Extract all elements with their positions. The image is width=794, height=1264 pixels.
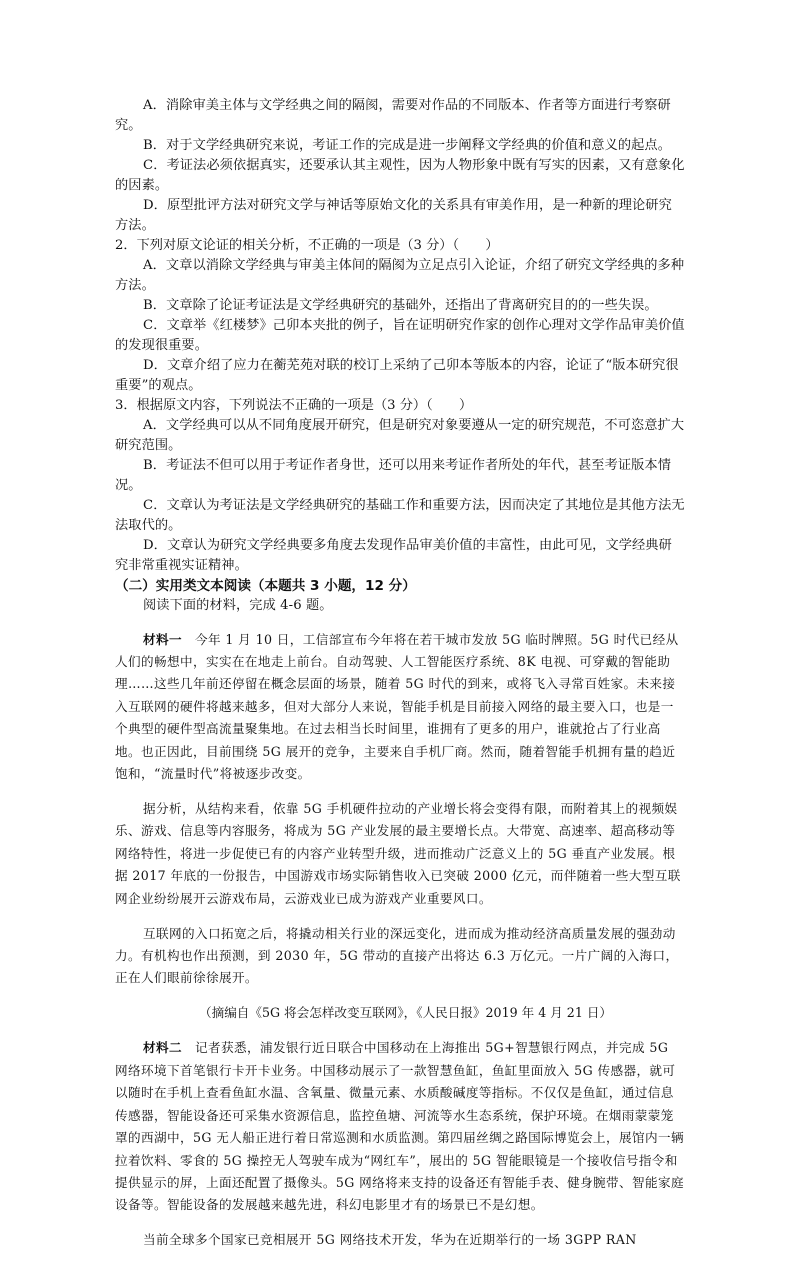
section2-instruction: 阅读下面的材料，完成 4-6 题。 [143,598,333,613]
q1-option-a: A．消除审美主体与文学经典之间的隔阂，需要对作品的不同版本、作者等方面进行考察研究。 [115,98,671,133]
q2-option-d: D．文章介绍了应力在蘅芜苑对联的校订上采纳了己卯本等版本的内容，论证了“版本研究很重要”的观点。 [115,358,679,393]
material2-p1-text: 记者获悉，浦发银行近日联合中国移动在上海推出 5G+智慧银行网点，并完成 5G 网络环境下首笔银行卡开卡业务。中国移动展示了一款智慧鱼缸，鱼缸里面放入 5G 传感器，就可以随时在手机上查看鱼缸水温、含氧量、微量元素、水质酸碱度等指标。不仅仅是鱼缸，通过信息传感器，智能设备还可采集水资源信息，监控鱼塘、河流等水生态系统，保护环境。在烟雨蒙蒙笼罩的西湖中，5G 无人船正进行着日常巡测和水质监测。第四届丝绸之路国际博览会上，展馆内一辆拉着饮料、零食的 5G 操控无人驾驶车成为“网红车”，展出的 5G 智能眼镜是一个接收信号指令和提供显示的屏，上面还配置了摄像头。5G 网络将来支持的设备还有智能手表、健身腕带、智能家庭设备等。智能设备的发展越来越先进，科幻电影里才有的场景已不是幻想。 [115,1040,685,1213]
material2-paragraph-2: 当前全球多个国家已竞相展开 5G 网络技术开发，华为在近期举行的一场 3GPP RAN [143,1232,637,1248]
material1-label: 材料一 [143,631,182,647]
section2-heading: （二）实用类文本阅读（本题共 3 小题，12 分） [115,578,416,594]
q2-option-c: C．文章举《红楼梦》己卯本夹批的例子，旨在证明研究作家的创作心理对文学作品审美价值的发现很重要。 [115,318,685,353]
material1-paragraph-2: 据分析，从结构来看，依靠 5G 手机硬件拉动的产业增长将会变得有限，而附着其上的视频娱乐、游戏、信息等内容服务，将成为 5G 产业发展的最主要增长点。大带宽、高速率、超高移动等网络特性，将进一步促使已有的内容产业转型升级，进而推动广泛意义上的 5G 垂直产业发展。根据 2017 年底的一份报告，中国游戏市场实际销售收入已突破 2000 亿元，而伴随着一些大型互联网企业纷纷展开云游戏布局，云游戏业已成为游戏产业重要风口。 [115,801,681,906]
q3-option-a: A．文学经典可以从不同角度展开研究，但是研究对象要遵从一定的研究规范，不可恣意扩大研究范围。 [115,418,685,453]
material2-label: 材料二 [143,1040,182,1056]
q1-option-b: B．对于文学经典研究来说，考证工作的完成是进一步阐释文学经典的价值和意义的起点。 [143,138,671,153]
q2-option-b: B．文章除了论证考证法是文学经典研究的基础外，还指出了背离研究目的的一些失误。 [143,298,658,313]
section1-q1-options [115,96,685,1264]
q2-stem: 2．下列对原文论证的相关分析，不正确的一项是（3 分）（ ） [115,238,499,253]
q1-option-c: C．考证法必须依据真实，还要承认其主观性，因为人物形象中既有写实的因素，又有意象化的因素。 [115,158,685,193]
q3-stem: 3．根据原文内容，下列说法不正确的一项是（3 分）（ ） [115,398,473,413]
q3-option-c: C．文章认为考证法是文学经典研究的基础工作和重要方法，因而决定了其地位是其他方法无法取代的。 [115,498,685,533]
material2-paragraph-1 [115,1037,685,1216]
material1-paragraph-1 [115,629,685,786]
material1-source: （摘编自《5G 将会怎样改变互联网》，《人民日报》2019 年 4 月 21 日） [199,1005,613,1021]
q3-option-d: D．文章认为研究文学经典要多角度去发现作品审美价值的丰富性，由此可见，文学经典研究非常重视实证精神。 [115,538,672,573]
q3-option-b: B．考证法不但可以用于考证作者身世，还可以用来考证作者所处的年代，甚至考证版本情况。 [115,458,671,493]
material1-p1-text: 今年 1 月 10 日，工信部宣布今年将在若干城市发放 5G 临时牌照。5G 时代已经从人们的畅想中，实实在在地走上前台。自动驾驶、人工智能医疗系统、8K 电视、可穿戴的智能助理……这些几年前还停留在概念层面的场景，随着 5G 时代的到来，或将飞入寻常百姓家。未来接入互联网的硬件将越来越多，但对大部分人来说，智能手机是目前接入网络的最主要入口，也是一个典型的硬件型高流量聚集地。在过去相当长时间里，谁拥有了更多的用户，谁就抢占了行业高地。也正因此，目前围绕 5G 展开的竞争，主要来自手机厂商。然而，随着智能手机拥有量的趋近饱和，“流量时代”将被逐步改变。 [115,631,679,782]
material1-paragraph-3: 互联网的入口拓宽之后，将撬动相关行业的深远变化，进而成为推动经济高质量发展的强劲动力。有机构也作出预测，到 2030 年，5G 带动的直接产出将达 6.3 万亿元。一片广阔的入海口，正在人们眼前徐徐展开。 [115,925,679,986]
q1-option-d: D．原型批评方法对研究文学与神话等原始文化的关系具有审美作用，是一种新的理论研究方法。 [115,198,672,233]
q2-option-a: A．文章以消除文学经典与审美主体间的隔阂为立足点引入论证，介绍了研究文学经典的多种方法。 [115,258,685,293]
